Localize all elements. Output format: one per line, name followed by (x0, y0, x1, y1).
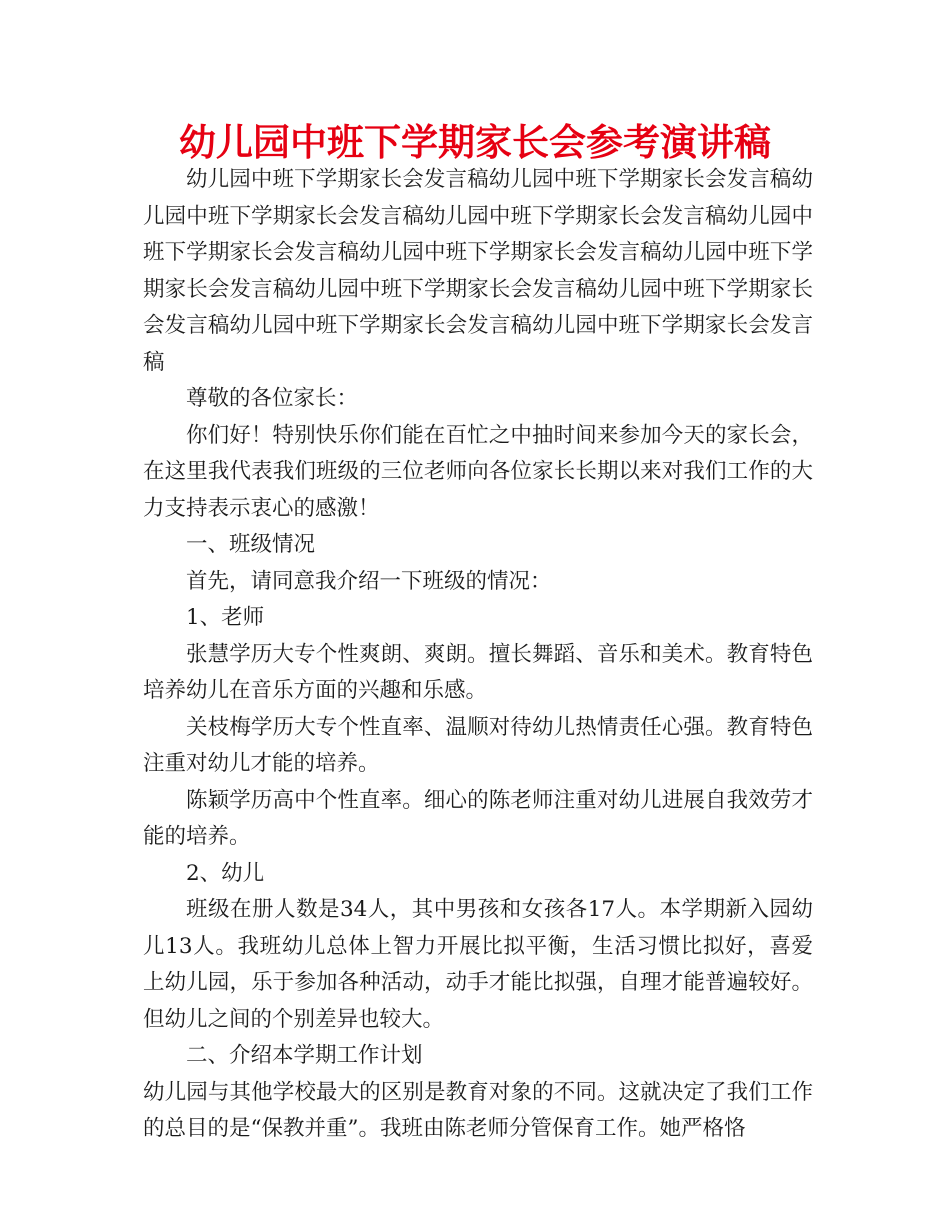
paragraph-teacher-guan: 关枝梅学历大专个性直率、温顺对待幼儿热情责任心强。教育特色注重对幼儿才能的培养。 (143, 714, 813, 776)
paragraph-teacher-chen: 陈颖学历高中个性直率。细心的陈老师注重对幼儿进展自我效劳才能的培养。 (143, 787, 813, 849)
paragraph-greeting: 你们好！特别快乐你们能在百忙之中抽时间来参加今天的家长会，在这里我代表我们班级的三位老师向各位家长长期以来对我们工作的大力支持表示衷心的感激！ (143, 422, 813, 521)
paragraph-intro-class: 首先，请同意我介绍一下班级的情况： (186, 568, 552, 594)
paragraph-work-plan: 幼儿园与其他学校最大的区别是教育对象的不同。这就决定了我们工作的总目的是“保教并重”。我班由陈老师分管保育工作。她严格恪 (143, 1079, 813, 1141)
paragraph-salutation: 尊敬的各位家长： (186, 386, 359, 411)
subheading-teachers: 1、老师 (186, 605, 265, 630)
section-heading-class-situation: 一、班级情况 (186, 532, 316, 557)
subheading-children: 2、幼儿 (186, 860, 265, 886)
paragraph-children-stats: 班级在册人数是34人，其中男孩和女孩各17人。本学期新入园幼儿13人。我班幼儿总体上智力开展比拟平衡，生活习惯比拟好，喜爱上幼儿园，乐于参加各种活动，动手才能比拟强，自理才能普遍较好。但幼儿之间的个别差异也较大。 (143, 897, 813, 1032)
document-title: 幼儿园中班下学期家长会参考演讲稿 (179, 121, 771, 164)
paragraph-teacher-zhang: 张慧学历大专个性爽朗、爽朗。擅长舞蹈、音乐和美术。教育特色培养幼儿在音乐方面的兴趣和乐感。 (143, 641, 813, 703)
document-body (143, 162, 813, 1148)
section-heading-work-plan: 二、介绍本学期工作计划 (186, 1043, 423, 1068)
paragraph-repeated-heading: 幼儿园中班下学期家长会发言稿幼儿园中班下学期家长会发言稿幼儿园中班下学期家长会发言稿幼儿园中班下学期家长会发言稿幼儿园中班下学期家长会发言稿幼儿园中班下学期家长会发言稿幼儿园中班下学期家长会发言稿幼儿园中班下学期家长会发言稿幼儿园中班下学期家长会发言稿幼儿园中班下学期家长会发言稿幼儿园中班下学期家长会发言稿 (143, 167, 813, 375)
